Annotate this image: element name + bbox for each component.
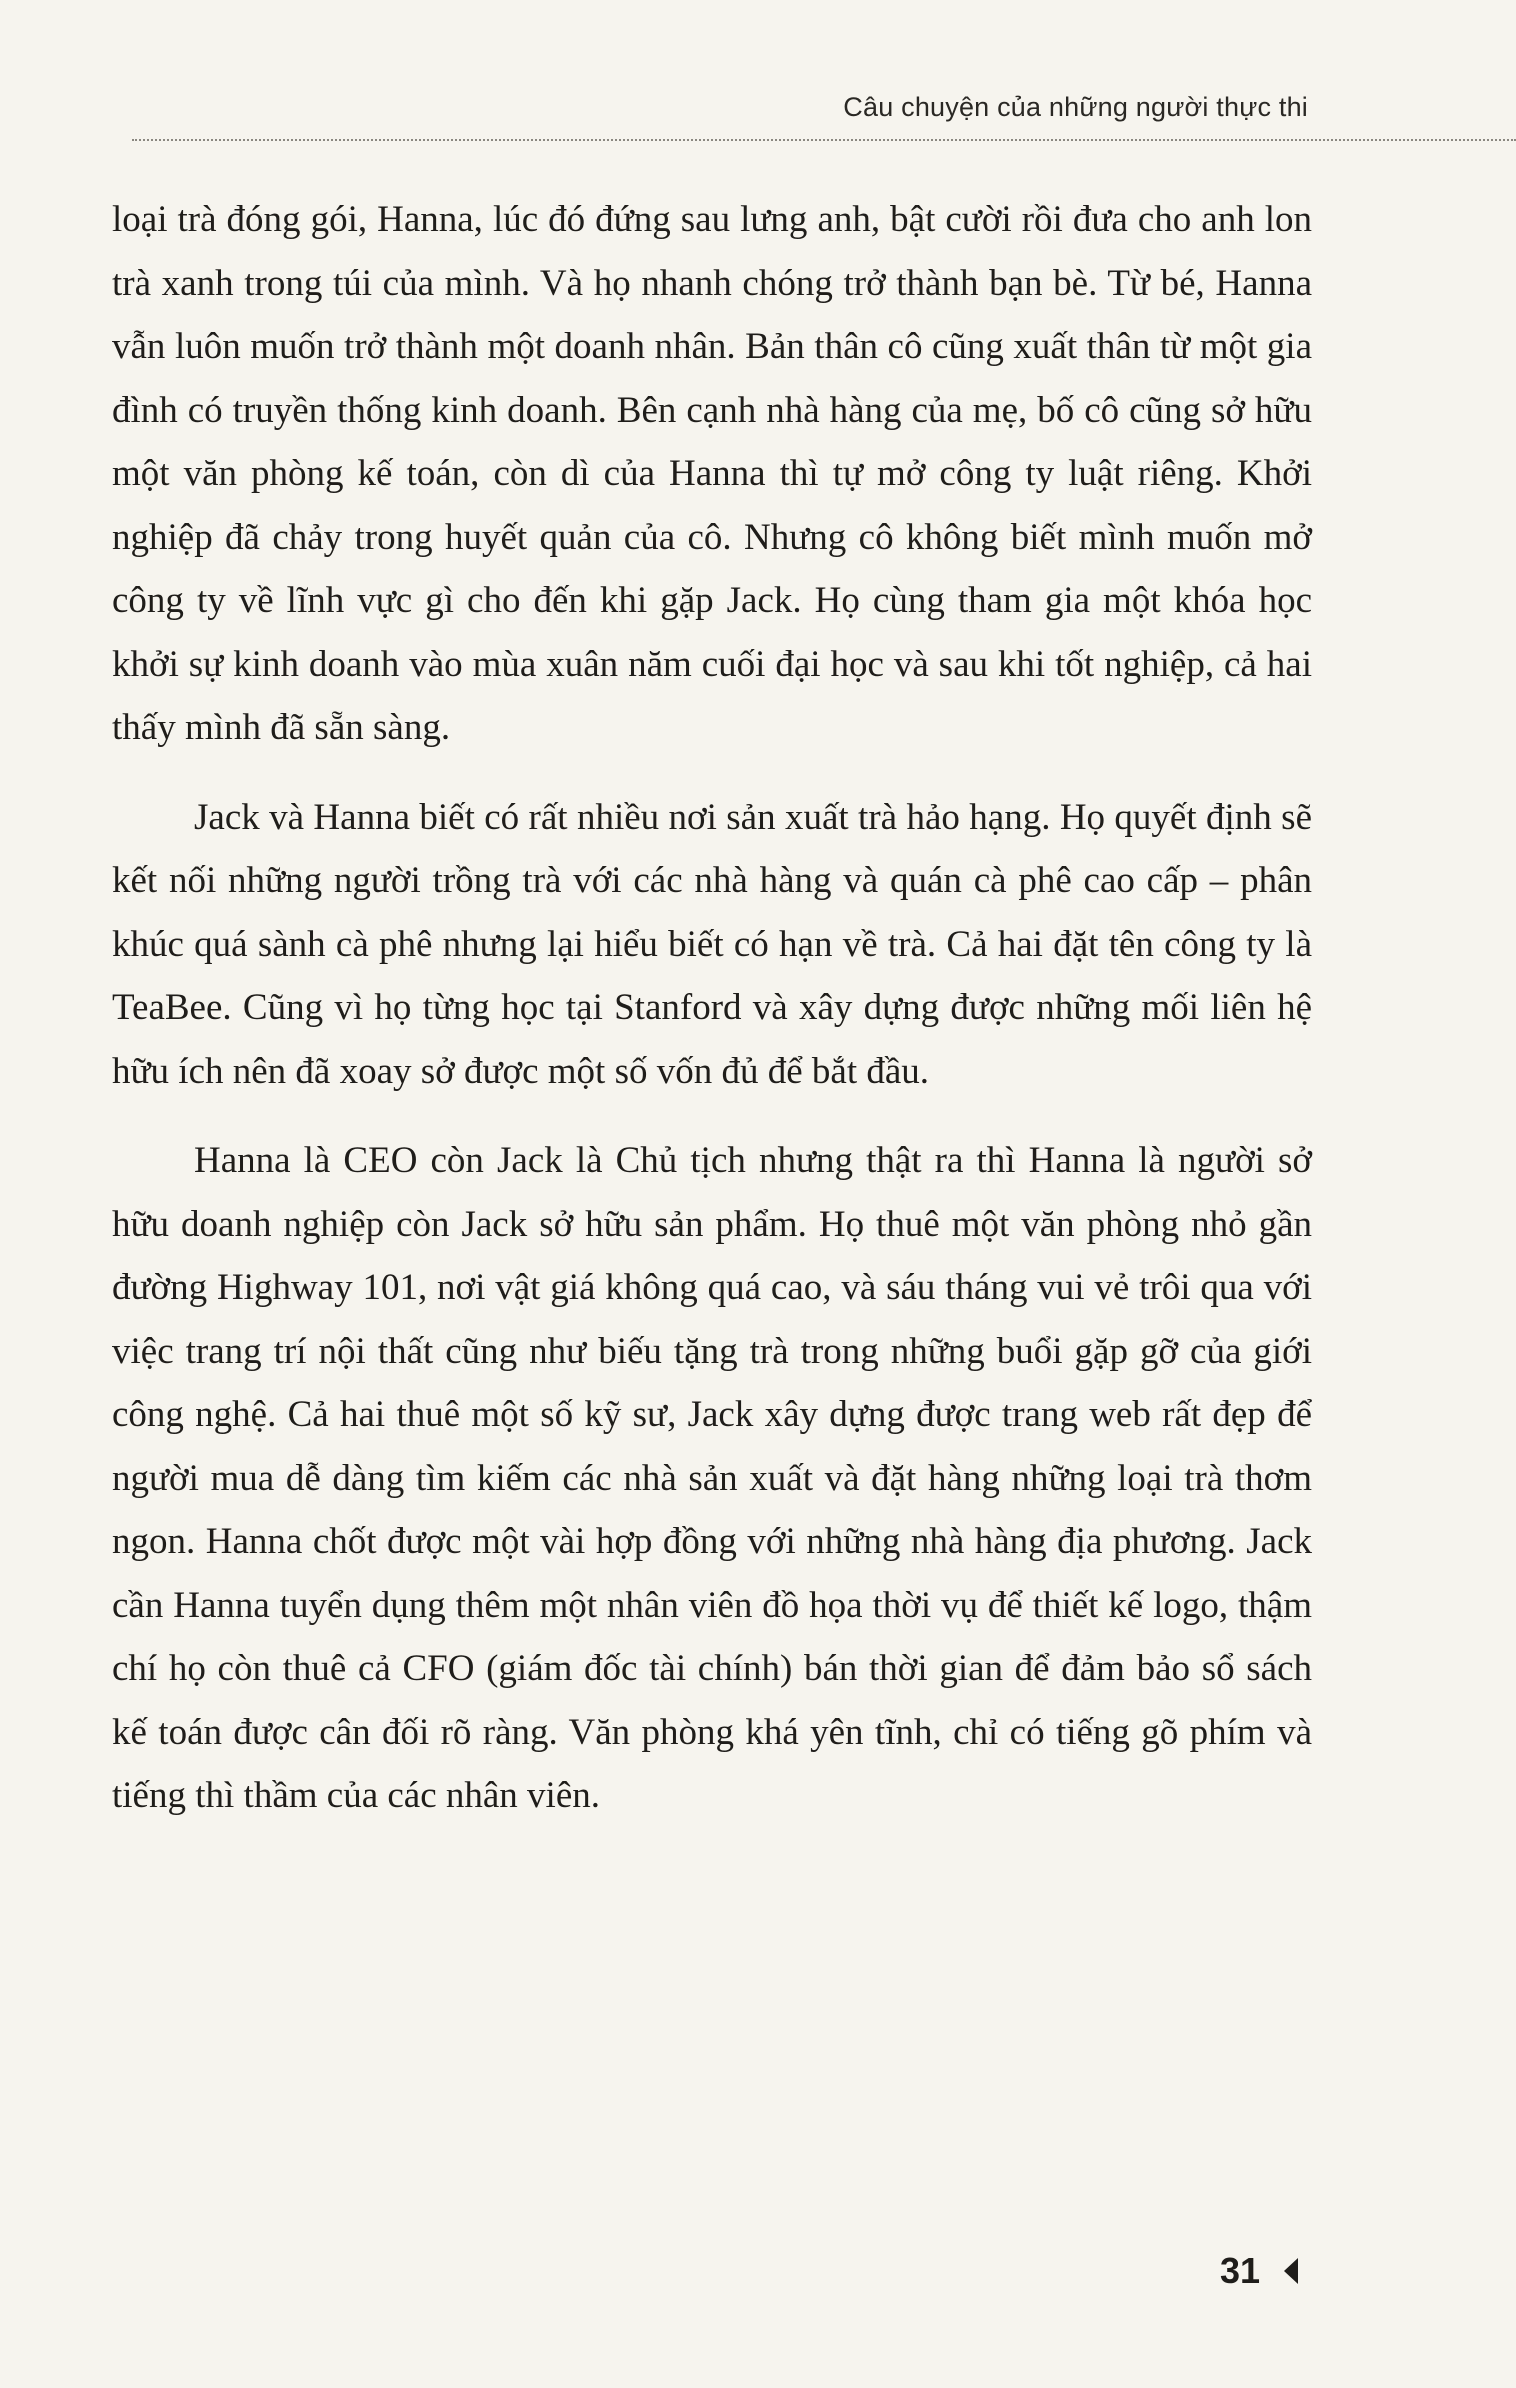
paragraph-2: Jack và Hanna biết có rất nhiều nơi sản xuất trà hảo hạng. Họ quyết định sẽ kết nối những người trồng trà với các nhà hàng và quán cà phê cao cấp – phân khúc quá sành cà phê nhưng lại hiểu biết có hạn về trà. Cả hai đặt tên công ty là TeaBee. Cũng vì họ từng học tại Stanford và xây dựng được những mối liên hệ hữu ích nên đã xoay sở được một số vốn đủ để bắt đầu. [112, 796, 1312, 1092]
page-footer [1220, 2250, 1298, 2292]
paragraph-1: loại trà đóng gói, Hanna, lúc đó đứng sau lưng anh, bật cười rồi đưa cho anh lon trà xanh trong túi của mình. Và họ nhanh chóng trở thành bạn bè. Từ bé, Hanna vẫn luôn muốn trở thành một doanh nhân. Bản thân cô cũng xuất thân từ một gia đình có truyền thống kinh doanh. Bên cạnh nhà hàng của mẹ, bố cô cũng sở hữu một văn phòng kế toán, còn dì của Hanna thì tự mở công ty luật riêng. Khởi nghiệp đã chảy trong huyết quản của cô. Nhưng cô không biết mình muốn mở công ty về lĩnh vực gì cho đến khi gặp Jack. Họ cùng tham gia một khóa học khởi sự kinh doanh vào mùa xuân năm cuối đại học và sau khi tốt nghiệp, cả hai thấy mình đã sẵn sàng. [112, 199, 1312, 748]
triangle-left-icon [1284, 2258, 1298, 2284]
paragraph-3: Hanna là CEO còn Jack là Chủ tịch nhưng thật ra thì Hanna là người sở hữu doanh nghiệp còn Jack sở hữu sản phẩm. Họ thuê một văn phòng nhỏ gần đường Highway 101, nơi vật giá không quá cao, và sáu tháng vui vẻ trôi qua với việc trang trí nội thất cũng như biếu tặng trà trong những buổi gặp gỡ của giới công nghệ. Cả hai thuê một số kỹ sư, Jack xây dựng được trang web rất đẹp để người mua dễ dàng tìm kiếm các nhà sản xuất và đặt hàng những loại trà thơm ngon. Hanna chốt được một vài hợp đồng với những nhà hàng địa phương. Jack cần Hanna tuyển dụng thêm một nhân viên đồ họa thời vụ để thiết kế logo, thậm chí họ còn thuê cả CFO (giám đốc tài chính) bán thời gian để đảm bảo sổ sách kế toán được cân đối rõ ràng. Văn phòng khá yên tĩnh, chỉ có tiếng gõ phím và tiếng thì thầm của các nhân viên. [112, 1140, 1312, 1816]
page-number: 31 [1219, 2250, 1260, 2291]
header-rule [132, 139, 1516, 141]
body-text [112, 188, 1312, 1854]
running-head-title: Câu chuyện của những người thực thi [843, 92, 1308, 122]
